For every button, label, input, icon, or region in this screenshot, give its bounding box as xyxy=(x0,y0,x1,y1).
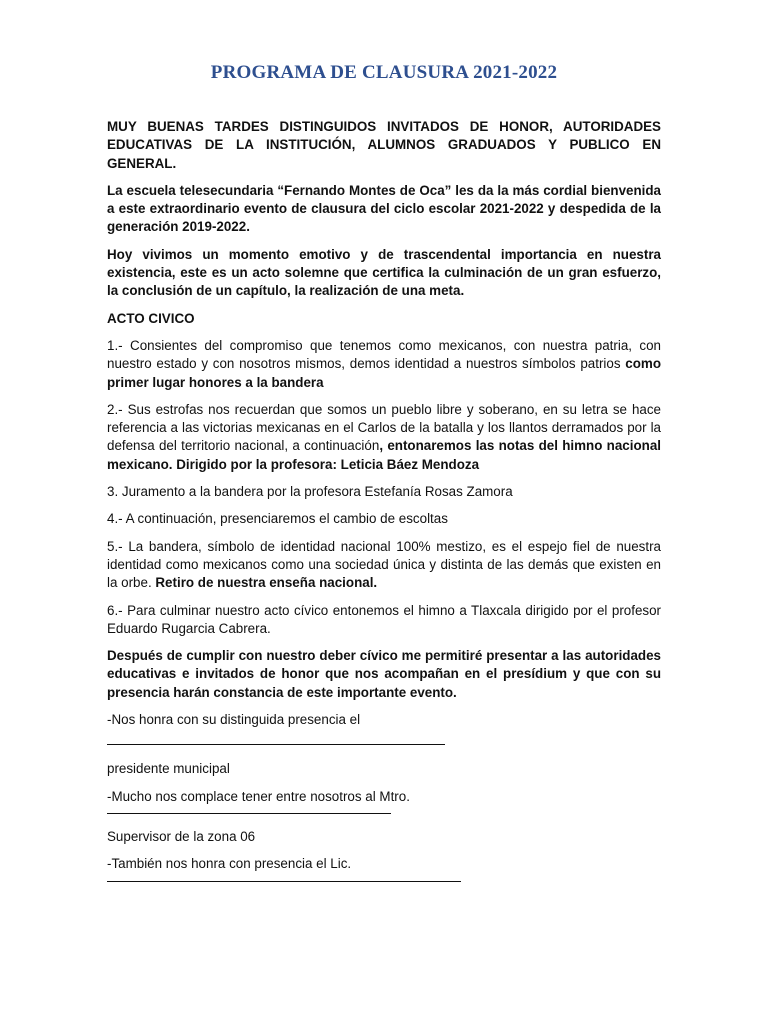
blank-line-1 xyxy=(107,733,661,747)
program-item-text: 6.- Para culminar nuestro acto cívico entonemos el himno a Tlaxcala dirigido por el profesor Eduardo Rugarcia Cabrera. xyxy=(107,602,661,636)
document-body xyxy=(107,118,661,897)
underline-rule xyxy=(107,744,445,745)
program-item-text: 2.- Sus estrofas nos recuerdan que somos un pueblo libre y soberano, en su letra se hace referencia a las victorias mexicanas en el Carlos de la batalla y los llantos derramados por la defensa del territorio nacional, a continuación xyxy=(107,401,661,454)
program-item-1 xyxy=(107,337,661,392)
program-item-text: 4.- A continuación, presenciaremos el cambio de escoltas xyxy=(107,511,448,527)
program-item-2 xyxy=(107,401,661,474)
program-item-bold: Retiro de nuestra enseña nacional. xyxy=(155,575,378,591)
document-title: PROGRAMA DE CLAUSURA 2021-2022 xyxy=(210,62,558,83)
program-item-bold: como primer lugar honores a la bandera xyxy=(107,356,661,390)
program-item-6 xyxy=(107,602,661,639)
presidium-intro: Después de cumplir con nuestro deber cívico me permitiré presentar a las autoridades educativas e invitados de honor que nos acompañan en el presídium y que con su presencia harán constancia de este importante evento. xyxy=(107,648,661,700)
guest-label-1: presidente municipal xyxy=(107,761,230,777)
program-item-bold: , entonaremos las notas del himno nacional mexicano. Dirigido por la profesora: Leticia Báez Mendoza xyxy=(107,438,661,472)
blank-line-2 xyxy=(107,806,661,816)
program-item-3 xyxy=(107,483,661,501)
greeting-paragraph: MUY BUENAS TARDES DISTINGUIDOS INVITADOS DE HONOR, AUTORIDADES EDUCATIVAS DE LA INSTITUCIÓN, ALUMNOS GRADUADOS Y PUBLICO EN GENERAL. xyxy=(107,119,661,171)
underline-rule xyxy=(107,881,461,882)
moment-paragraph: Hoy vivimos un momento emotivo y de trascendental importancia en nuestra existencia, este es un acto solemne que certifica la culminación de un gran esfuerzo, la conclusión de un capítulo, la realización de una meta. xyxy=(107,246,661,299)
guest-line-3: -También nos honra con presencia el Lic. xyxy=(107,856,352,872)
program-item-5 xyxy=(107,538,661,593)
program-item-text: 1.- Consientes del compromiso que tenemos como mexicanos, con nuestra patria, con nuestro estado y con nosotros mismos, demos identidad a nuestros símbolos patrios xyxy=(107,337,661,372)
program-item-text: 3. Juramento a la bandera por la profesora Estefanía Rosas Zamora xyxy=(107,484,513,500)
welcome-paragraph: La escuela telesecundaria “Fernando Montes de Oca” les da la más cordial bienvenida a este extraordinario evento de clausura del ciclo escolar 2021-2022 y despedida de la generación 2019-2022. xyxy=(107,182,661,235)
section-heading: ACTO CIVICO xyxy=(107,310,195,326)
guest-line-2: -Mucho nos complace tener entre nosotros al Mtro. xyxy=(107,788,410,804)
underline-rule xyxy=(107,813,391,814)
blank-line-3 xyxy=(107,874,661,884)
program-item-4 xyxy=(107,510,661,528)
guest-line-1: -Nos honra con su distinguida presencia el xyxy=(107,712,361,728)
guest-label-2: Supervisor de la zona 06 xyxy=(107,828,256,844)
program-item-text: 5.- La bandera, símbolo de identidad nacional 100% mestizo, es el espejo fiel de nuestra identidad como mexicanos como una sociedad única y distinta de las demás que existen en la orbe. xyxy=(107,538,661,591)
